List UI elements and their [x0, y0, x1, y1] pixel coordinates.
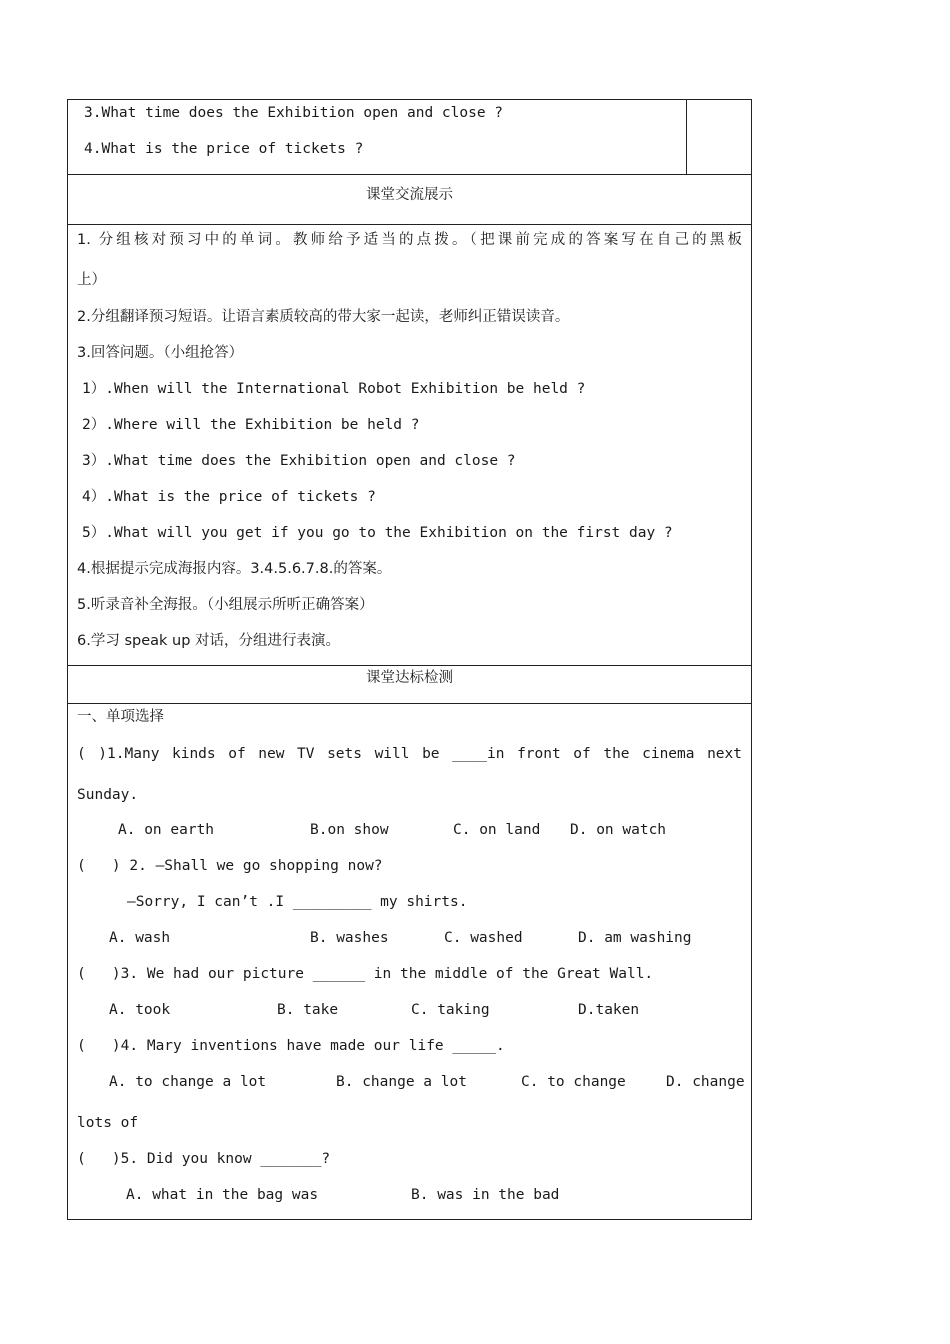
top-question-4: 4.What is the price of tickets ? [84, 141, 364, 157]
mcq-2-option-c: C. washed [444, 930, 523, 946]
mcq-4-option-d-cont: lots of [77, 1115, 139, 1131]
mcq-2-option-a: A. wash [109, 930, 171, 946]
row-divider [68, 174, 751, 175]
answer-question-4: 4）.What is the price of tickets ? [82, 489, 376, 505]
activity-item-2: 2.分组翻译预习短语。让语言素质较高的带大家一起读，老师纠正错误读音。 [77, 309, 570, 325]
answer-question-5: 5）.What will you get if you go to the Exhibition on the first day ? [82, 525, 673, 541]
mcq-4-option-d: D. change [666, 1074, 745, 1090]
mcq-4-option-a: A. to change a lot [109, 1074, 267, 1090]
mcq-3-option-a: A. took [109, 1002, 171, 1018]
activity-item-5: 5.听录音补全海报。（小组展示所听正确答案） [77, 597, 374, 613]
mcq-3-stem: ( )3. We had our picture ______ in the middle of the Great Wall. [77, 966, 654, 982]
mcq-1-option-b: B.on show [310, 822, 389, 838]
part-title-single-choice: 一、单项选择 [77, 709, 164, 725]
mcq-3-option-d: D.taken [578, 1002, 640, 1018]
mcq-2-option-b: B. washes [310, 930, 389, 946]
mcq-1-option-d: D. on watch [570, 822, 667, 838]
section-title-classroom-test: 课堂达标检测 [366, 670, 453, 686]
mcq-1-stem-cont: Sunday. [77, 787, 139, 803]
mcq-1-stem: ( )1.Many kinds of new TV sets will be ____in front of the cinema next [77, 746, 742, 762]
mcq-5-option-a: A. what in the bag was [126, 1187, 319, 1203]
top-row-divider [686, 99, 687, 174]
mcq-2-stem: ( ) 2. —Shall we go shopping now? [77, 858, 383, 874]
activity-item-6: 6.学习 speak up 对话，分组进行表演。 [77, 633, 341, 649]
mcq-1-option-c: C. on land [453, 822, 541, 838]
activity-item-4: 4.根据提示完成海报内容。3.4.5.6.7.8.的答案。 [77, 561, 392, 577]
activity-item-1: 1. 分组核对预习中的单词。教师给予适当的点拨。（把课前完成的答案写在自己的黑板 [77, 232, 742, 248]
mcq-4-stem: ( )4. Mary inventions have made our life _____. [77, 1038, 505, 1054]
answer-question-3: 3）.What time does the Exhibition open and close ? [82, 453, 516, 469]
mcq-2-stem-cont: —Sorry, I can’t .I _________ my shirts. [127, 894, 468, 910]
activity-item-3: 3.回答问题。（小组抢答） [77, 345, 244, 361]
mcq-2-option-d: D. am washing [578, 930, 692, 946]
mcq-4-option-b: B. change a lot [336, 1074, 467, 1090]
row-divider [68, 224, 751, 225]
answer-question-1: 1）.When will the International Robot Exhibition be held ? [82, 381, 586, 397]
row-divider [68, 703, 751, 704]
activity-item-1-cont: 上） [77, 272, 106, 288]
mcq-4-option-c: C. to change [521, 1074, 626, 1090]
mcq-1-option-a: A. on earth [118, 822, 215, 838]
answer-question-2: 2）.Where will the Exhibition be held ? [82, 417, 420, 433]
mcq-3-option-b: B. take [277, 1002, 339, 1018]
top-question-3: 3.What time does the Exhibition open and close ? [84, 105, 504, 121]
mcq-3-option-c: C. taking [411, 1002, 490, 1018]
mcq-5-stem: ( )5. Did you know _______? [77, 1151, 331, 1167]
row-divider [68, 665, 751, 666]
mcq-5-option-b: B. was in the bad [411, 1187, 560, 1203]
section-title-classroom-exchange: 课堂交流展示 [366, 187, 453, 203]
